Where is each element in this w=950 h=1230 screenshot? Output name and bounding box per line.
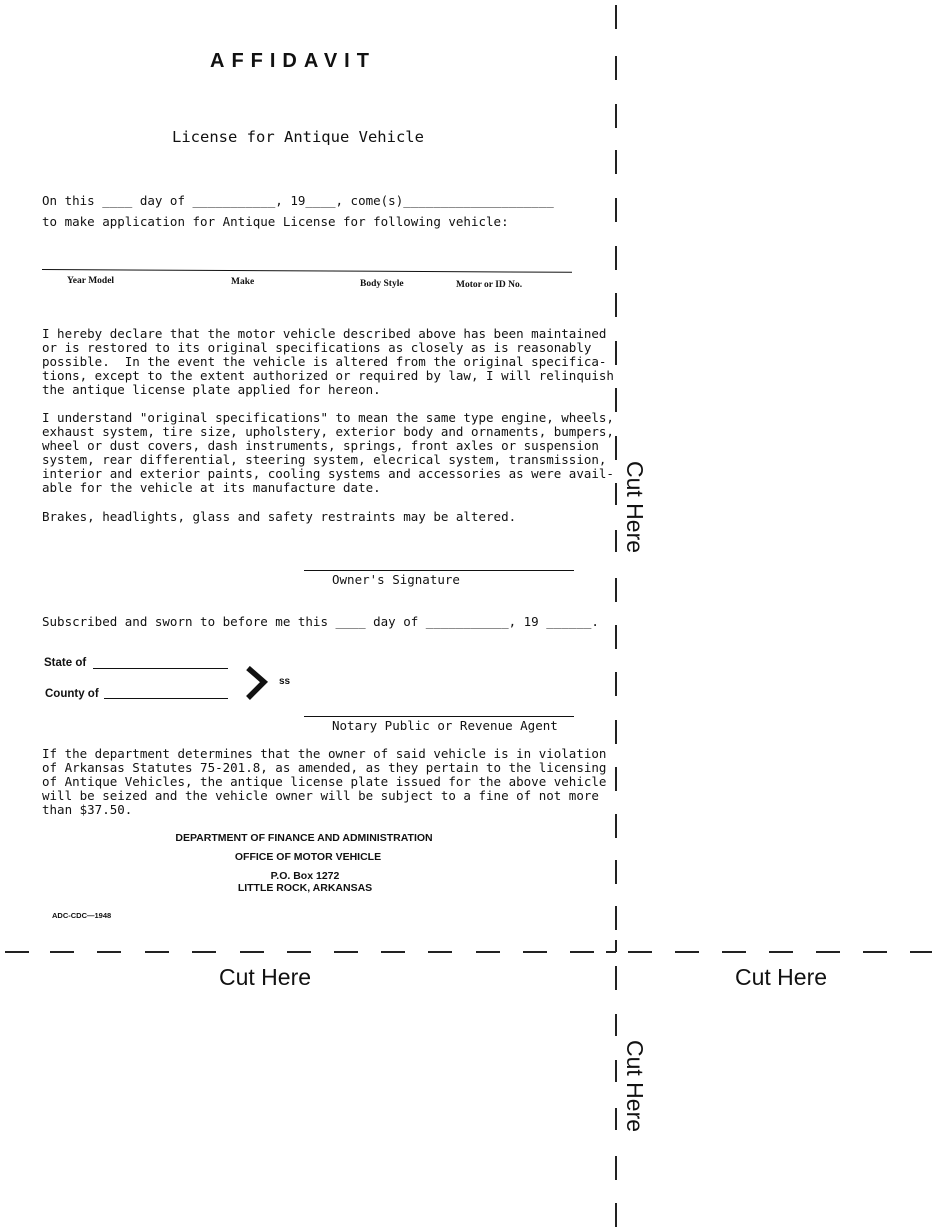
owner-signature-label: Owner's Signature	[332, 572, 460, 587]
specifications-paragraph: I understand "original specifications" to mean the same type engine, wheels, exhaust system, tire size, upholstery, exterior body and ornaments, bumpers, wheel or dust covers, dash instruments, springs, front axles or suspension system, rear differential, steering system, elecrical system, transmission, interior and exterior paints, cooling systems and accessories as were avail- able for the vehicle at its manufacture date.	[42, 410, 614, 495]
cut-here-right-bottom: Cut Here	[622, 1040, 648, 1133]
motor-id-caption: Motor or ID No.	[456, 280, 523, 290]
cut-here-bottom-left: Cut Here	[219, 964, 312, 990]
owner-signature-line	[304, 570, 574, 571]
department-name: DEPARTMENT OF FINANCE AND ADMINISTRATION	[175, 832, 433, 844]
state-line	[93, 668, 228, 669]
county-line	[104, 698, 228, 699]
form-subtitle: License for Antique Vehicle	[172, 128, 424, 146]
year-model-caption: Year Model	[67, 276, 115, 286]
form-code: ADC-CDC—1948	[52, 911, 112, 920]
violation-paragraph: If the department determines that the owner of said vehicle is in violation of Arkansas Statutes 75-201.8, as amended, as they pertain to the licensing of Antique Vehicles, the antique license plate issued for the above vehicle will be seized and the vehicle owner will be subject to a fine of not more than $37.50.	[42, 746, 607, 817]
vehicle-info-line	[42, 269, 572, 273]
cut-here-bottom-right: Cut Here	[735, 964, 828, 990]
notary-label: Notary Public or Revenue Agent	[332, 718, 558, 733]
body-style-caption: Body Style	[360, 279, 404, 289]
notary-signature-line	[304, 716, 574, 717]
intro-line-2: to make application for Antique License for following vehicle:	[42, 214, 509, 229]
intro-line-1: On this ____ day of ___________, 19____, come(s)____________________	[42, 193, 554, 208]
ss-label: ss	[279, 676, 291, 687]
cut-here-right-top: Cut Here	[622, 461, 648, 554]
sworn-line: Subscribed and sworn to before me this ____ day of ___________, 19 ______.	[42, 614, 599, 629]
bracket-chevron-icon	[245, 666, 269, 700]
declaration-paragraph: I hereby declare that the motor vehicle described above has been maintained or is restored to its original specifications as closely as is reasonably possible. In the event the vehicle is altered from the original specifica- tions, except to the extent authorized or required by law, I will relinquish the antique license plate applied for hereon.	[42, 326, 614, 397]
po-box: P.O. Box 1272	[270, 870, 340, 882]
city-state: LITTLE ROCK, ARKANSAS	[237, 882, 373, 894]
form-title: AFFIDAVIT	[210, 50, 376, 72]
alterations-paragraph: Brakes, headlights, glass and safety restraints may be altered.	[42, 509, 517, 524]
make-caption: Make	[231, 277, 255, 287]
county-label: County of	[45, 688, 99, 700]
state-label: State of	[44, 657, 87, 669]
office-name: OFFICE OF MOTOR VEHICLE	[234, 851, 382, 863]
